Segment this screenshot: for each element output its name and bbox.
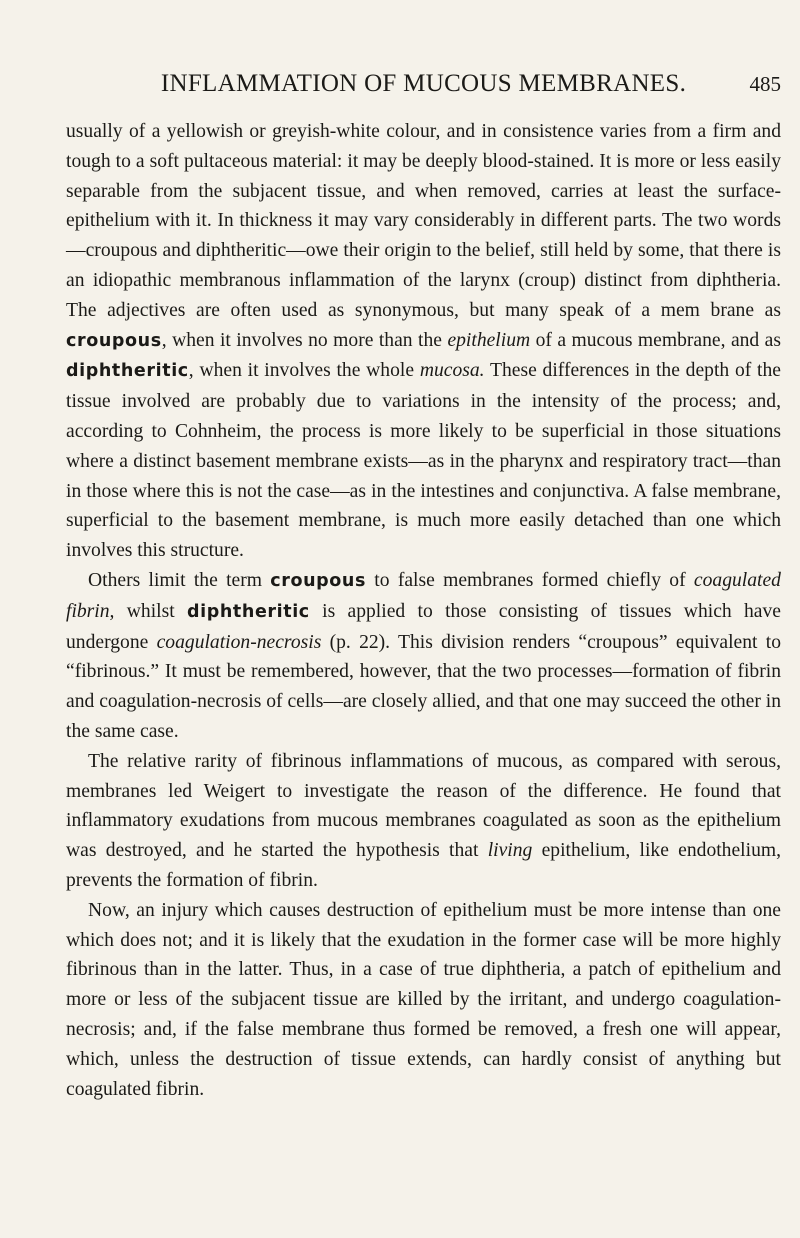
- term-living: living: [487, 840, 533, 862]
- term-diphtheritic: diphtheritic: [66, 361, 189, 382]
- running-head: [66, 70, 781, 110]
- text-run: , when it involves the whole: [188, 360, 420, 382]
- page-number: 485: [749, 72, 781, 96]
- term-diphtheritic: diphtheritic: [187, 601, 310, 622]
- term-coagulation-necrosis: coagulation-necrosis: [156, 631, 322, 653]
- term-croupous: croupous: [270, 570, 366, 591]
- body-text: [66, 117, 781, 1104]
- paragraph-4: [66, 896, 781, 1105]
- text-run: The relative rarity of fibrinous inflammations of mucous, as compared with serous, membranes led Weigert to investigate the reason of the difference. He found that inflammatory exudations from mucous membranes coagulated as soon as the epithelium was destroyed, and he started the hypothesis that: [66, 750, 781, 862]
- text-run: whilst: [114, 600, 188, 622]
- text-run: Now, an injury which causes destruction of epithelium must be more intense than one which does not; and it is likely that the exudation in the former case will be more highly fibrinous than in the latter. Thus, in a case of true diphtheria, a patch of epithelium and more or less of the subjacent tissue are killed by the irritant, and undergo coagulation-necrosis; and, if the false membrane thus formed be removed, a fresh one will appear, which, unless the destruction of tissue extends, can hardly consist of anything but coagulated fibrin.: [66, 899, 781, 1100]
- text-run: to false membranes formed chiefly of: [366, 569, 694, 591]
- term-epithelium: epithelium: [447, 329, 531, 351]
- text-run: epithelium, like endothelium, prevents the formation of fibrin.: [66, 840, 782, 891]
- text-run: usually of a yellowish or greyish-white colour, and in consistence varies from a firm and tough to a soft pultaceous material: it may be deeply blood-stained. It is more or less easily separable from the subjacent tissue, and when removed, carries at least the surface-epithelium with it. In thickness it may vary considerably in different parts. The two words—croupous and diphtheritic—owe their origin to the belief, still held by some, that there is an idiopathic membranous inflammation of the larynx (croup) distinct from diphtheria. The adjectives are often used as synonymous, but many speak of a mem brane as: [66, 121, 781, 321]
- term-croupous: croupous: [66, 330, 162, 351]
- paragraph-2: [66, 566, 781, 747]
- running-title: INFLAMMATION OF MUCOUS MEMBRANES.: [160, 70, 687, 97]
- text-run: of a mucous membrane, and as: [530, 329, 781, 351]
- text-run: , when it involves no more than the: [161, 329, 448, 351]
- text-run: Others limit the term: [88, 569, 271, 591]
- text-run: These differences in the depth of the tissue involved are probably due to variations in the intensity of the process; and, according to Cohnheim, the process is more likely to be superficial in those situations where a distinct basement membrane exists—as in the pharynx and respiratory tract—than in those where this is not the case—as in the intestines and conjunctiva. A false membrane, superficial to the basement membrane, is much more easily detached than one which involves this structure.: [66, 360, 781, 562]
- term-mucosa: mucosa.: [419, 360, 485, 382]
- term-coagulated-fibrin: coagulated fibrin,: [66, 569, 781, 622]
- paragraph-1: [66, 117, 781, 566]
- text-run: is applied to those consisting of tissues which have undergone: [66, 600, 781, 653]
- text-run: (p. 22). This division renders “croupous” equivalent to “fibrinous.” It must be remembered, however, that the two processes—formation of fibrin and coagulation-necrosis of cells—are closely allied, and that one may succeed the other in the same case.: [66, 631, 781, 742]
- paragraph-3: [66, 747, 781, 896]
